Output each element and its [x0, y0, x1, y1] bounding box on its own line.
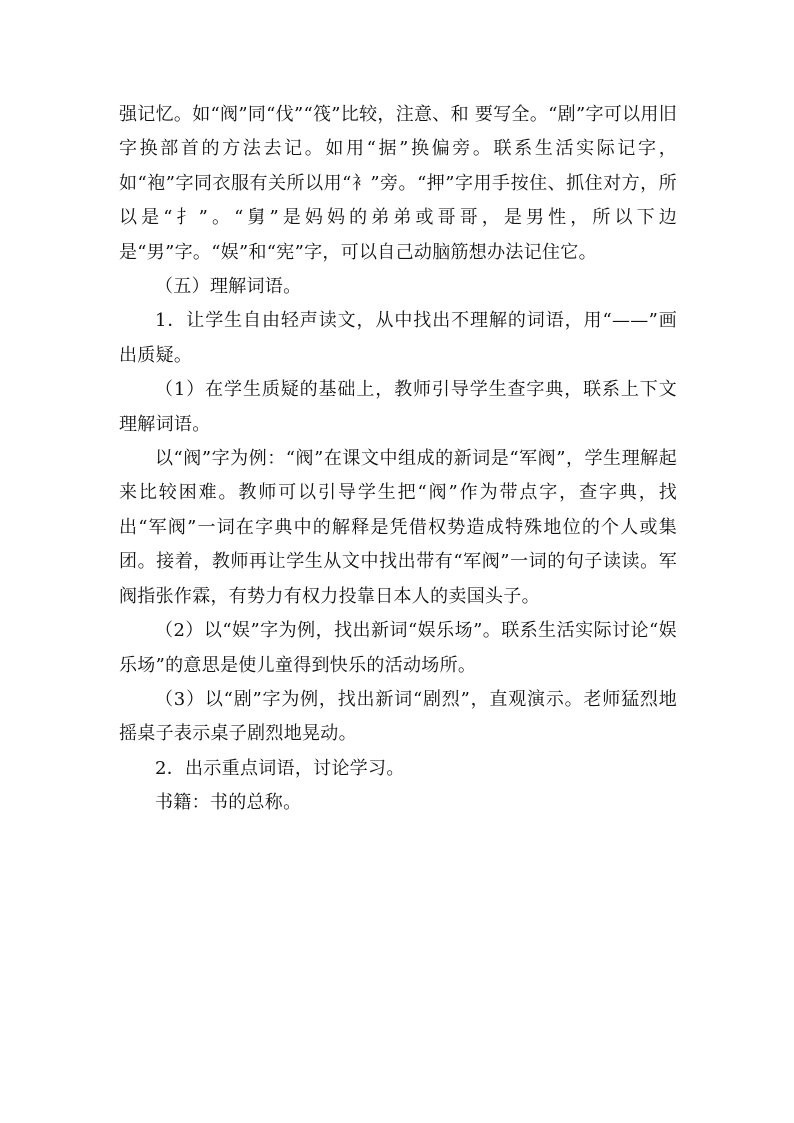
paragraph-memory-methods: 强记忆。如“阀”同“伐”“筏”比较，注意、和 要写全。“剧”字可以用旧字换部首的方法去记。如用“据”换偏旁。联系生活实际记字，如“袍”字同衣服有关所以用“衤”旁。“押”字用手按住、抓住对方，所以是“扌”。“舅”是妈妈的弟弟或哥哥，是男性，所以下边是“男”字。“娱”和“宪”字，可以自己动脑筋想办法记住它。 — [119, 104, 677, 263]
definition-shuji: 书籍：书的总称。 — [155, 792, 302, 814]
step-1-2-example-yu: （2）以“娱”字为例，找出新词“娱乐场”。联系生活实际讨论“娱乐场”的意思是使儿童得到快乐的活动场所。 — [119, 620, 677, 676]
step-1-free-reading: 1．让学生自由轻声读文，从中找出不理解的词语，用“——”画出质疑。 — [119, 310, 677, 366]
step-1-1-dictionary: （1）在学生质疑的基础上，教师引导学生查字典，联系上下文理解词语。 — [119, 379, 677, 435]
document-body — [119, 98, 677, 821]
paragraph-example-fa: 以“阀”字为例：“阀”在课文中组成的新词是“军阀”，学生理解起来比较困难。教师可以引导学生把“阀”作为带点字，查字典，找出“军阀”一词在字典中的解释是凭借权势造成特殊地位的个人或集团。接着，教师再让学生从文中找出带有“军阀”一词的句子读读。军阀指张作霖，有势力有权力投靠日本人的卖国头子。 — [119, 448, 677, 607]
step-2-key-words: 2．出示重点词语，讨论学习。 — [155, 757, 405, 779]
step-1-3-example-ju: （3）以“剧”字为例，找出新词“剧烈”，直观演示。老师猛烈地摇桌子表示桌子剧烈地晃动。 — [119, 688, 677, 745]
section-heading-understand-words: （五）理解词语。 — [155, 276, 302, 298]
